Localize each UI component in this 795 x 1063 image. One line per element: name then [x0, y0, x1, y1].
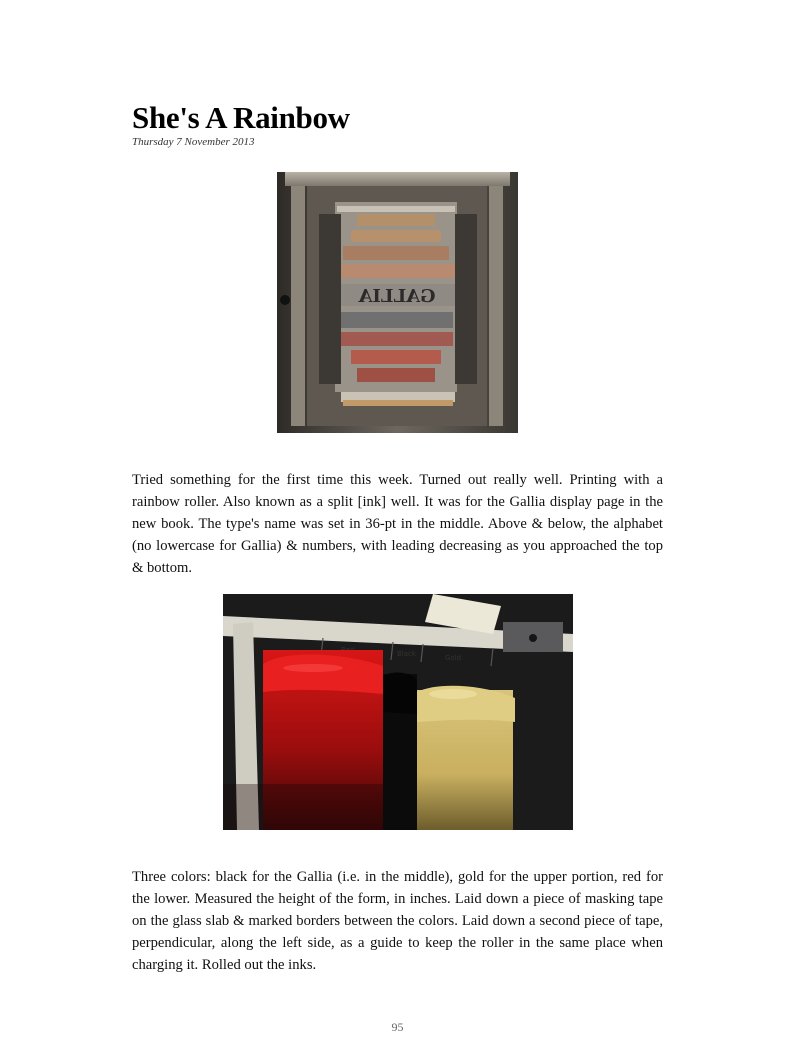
article-date: Thursday 7 November 2013 [132, 136, 255, 148]
paragraph-2: Three colors: black for the Gallia (i.e. in the middle), gold for the upper portion, red for the lower. Measured the height of the form, in inches. Laid down a piece of masking tape on the glass slab & marked borders between the colors. Laid down a second piece of tape, perpendicular, along the left side, as a guide to keep the roller in the same place when charging it. Rolled out the inks. [132, 869, 663, 973]
article-title: She's A Rainbow [132, 100, 350, 135]
ink-slab-illustration [223, 594, 573, 830]
ink-slab-photo [223, 594, 573, 830]
paragraph-1: Tried something for the first time this week. Turned out really well. Printing with a rainbow roller. Also known as a split [ink] well. It was for the Gallia display page in the new book. The type's name was set in 36-pt in the middle. Above & below, the alphabet (no lowercase for Gallia) & numbers, with leading decreasing as you approached the top & bottom. [132, 472, 663, 576]
type-form-illustration [277, 172, 518, 433]
page-number: 95 [391, 1020, 404, 1034]
tape-label-black: Black [397, 650, 416, 658]
gallia-type: GALLIA [358, 286, 436, 307]
type-form-photo [277, 172, 518, 433]
tape-label-gold: Gold [445, 654, 462, 662]
